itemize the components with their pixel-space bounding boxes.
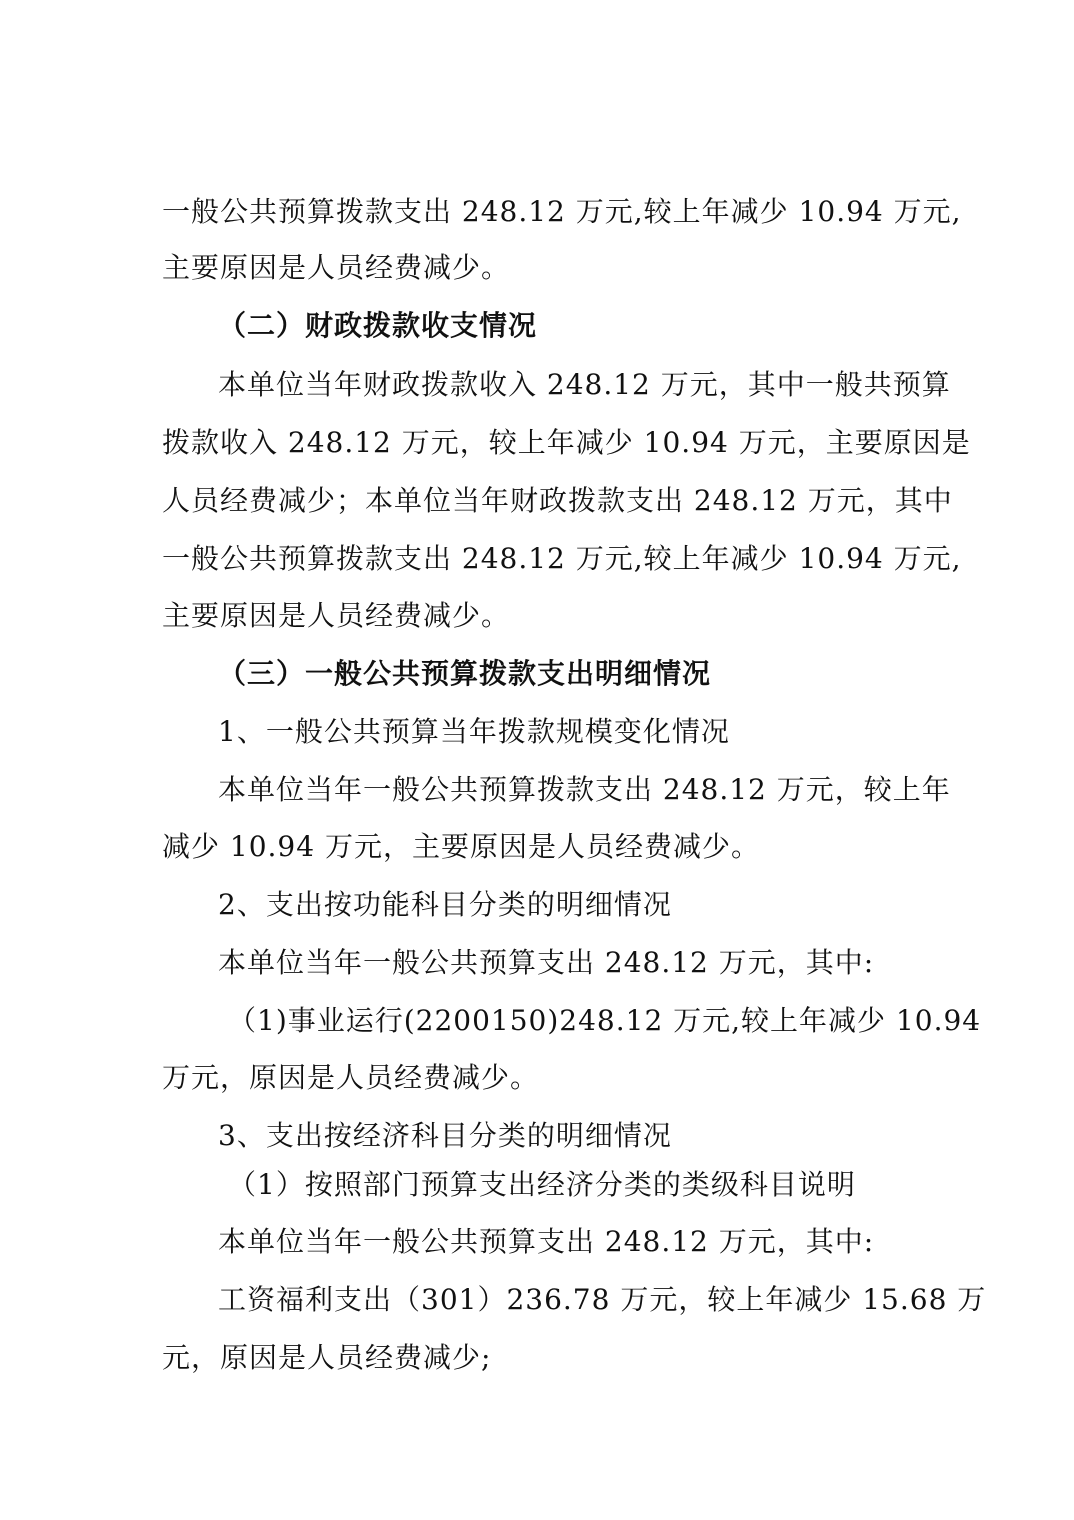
subsection-title: （1）按照部门预算支出经济分类的类级科目说明	[228, 1168, 856, 1201]
paragraph-line: 本单位当年一般公共预算支出 248.12 万元，其中:	[218, 946, 875, 979]
paragraph-line: 本单位当年财政拨款收入 248.12 万元，其中一般共预算	[218, 368, 951, 401]
paragraph-line: 拨款收入 248.12 万元，较上年减少 10.94 万元，主要原因是	[162, 426, 971, 459]
paragraph-line: 减少 10.94 万元，主要原因是人员经费减少。	[162, 830, 760, 863]
paragraph-line: 人员经费减少；本单位当年财政拨款支出 248.12 万元，其中	[162, 484, 953, 517]
section-heading: （二）财政拨款收支情况	[218, 309, 538, 342]
paragraph-line: 主要原因是人员经费减少。	[162, 599, 511, 632]
subsection-title: 1、一般公共预算当年拨款规模变化情况	[218, 715, 730, 748]
paragraph-line: （1)事业运行(2200150)248.12 万元,较上年减少 10.94	[228, 1004, 982, 1037]
subsection-title: 2、支出按功能科目分类的明细情况	[218, 888, 672, 921]
paragraph-line: 本单位当年一般公共预算支出 248.12 万元，其中:	[218, 1225, 875, 1258]
paragraph-line: 主要原因是人员经费减少。	[162, 251, 511, 284]
paragraph-line: 万元，原因是人员经费减少。	[162, 1061, 540, 1094]
paragraph-line: 工资福利支出（301）236.78 万元，较上年减少 15.68 万	[218, 1283, 987, 1316]
subsection-title: 3、支出按经济科目分类的明细情况	[218, 1119, 672, 1152]
paragraph-line: 本单位当年一般公共预算拨款支出 248.12 万元，较上年	[218, 773, 951, 806]
paragraph-line: 一般公共预算拨款支出 248.12 万元,较上年减少 10.94 万元,	[162, 195, 962, 228]
section-heading: （三）一般公共预算拨款支出明细情况	[218, 657, 712, 690]
paragraph-line: 元，原因是人员经费减少;	[162, 1341, 492, 1374]
paragraph-line: 一般公共预算拨款支出 248.12 万元,较上年减少 10.94 万元,	[162, 542, 962, 575]
